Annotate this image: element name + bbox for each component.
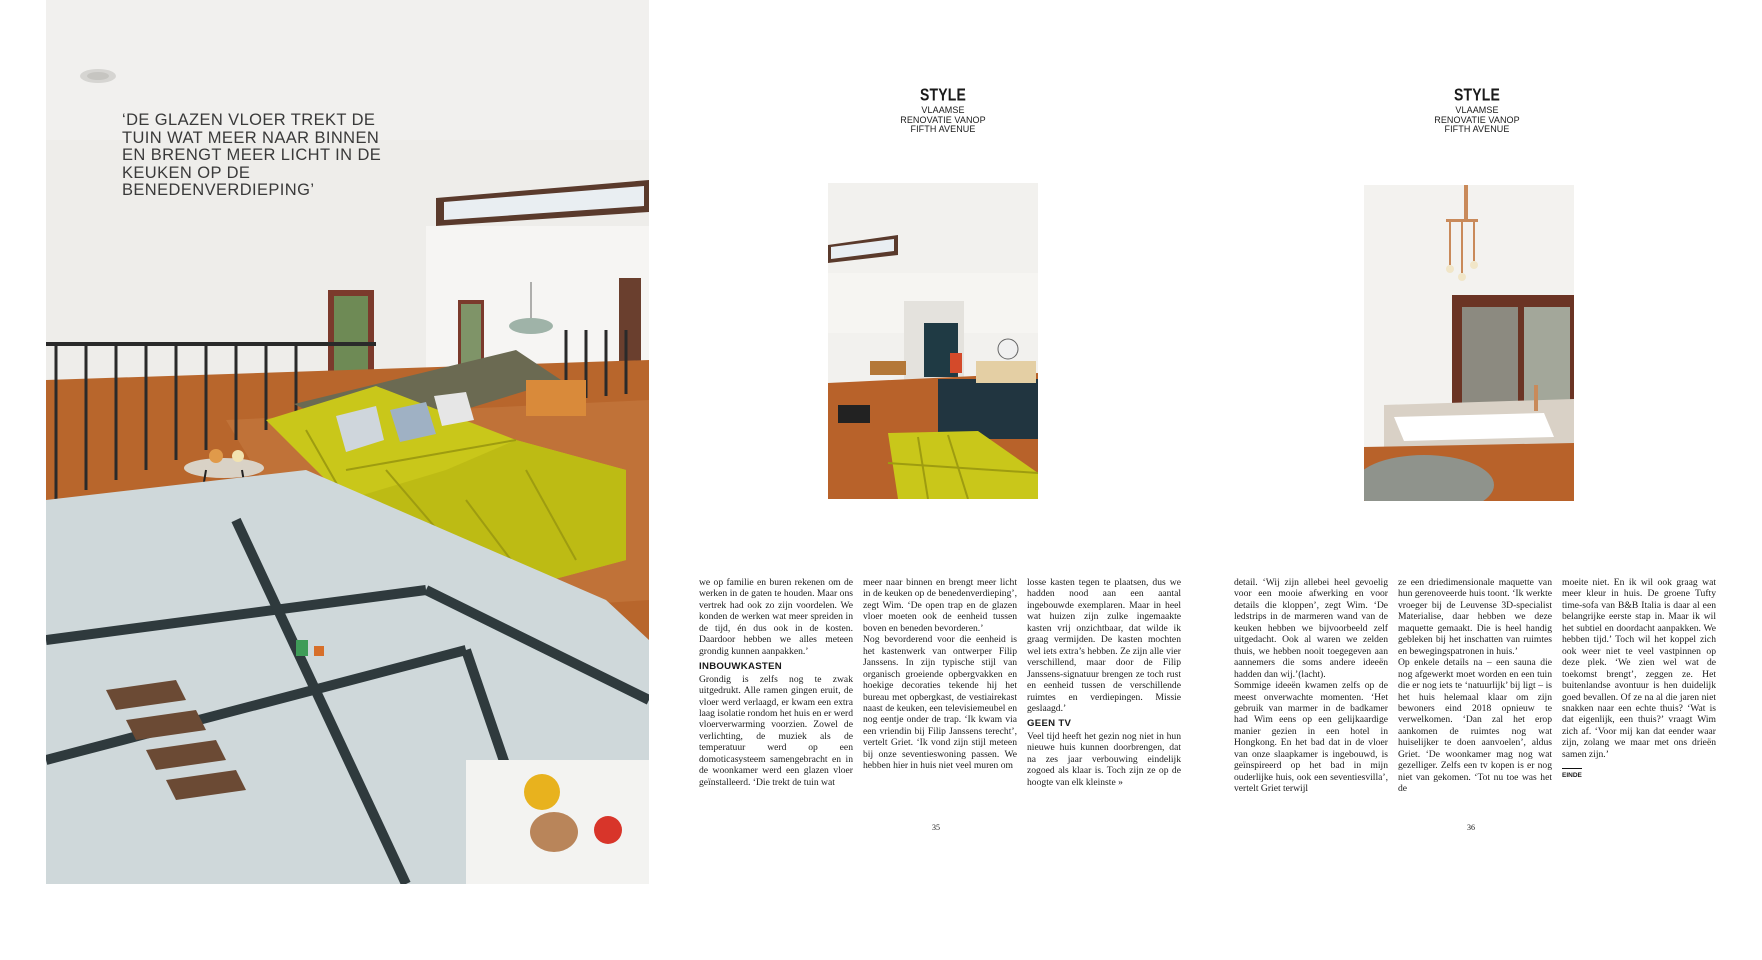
article-subtitle: VLAAMSE RENOVATIE VANOP FIFTH AVENUE: [1434, 105, 1520, 134]
p36-column-1: [1234, 577, 1388, 795]
body-paragraph: Veel tijd heeft het gezin nog niet in hun nieuwe huis kunnen doorbrengen, dat na zes jaar verbouwing eindelijk zogoed als klaar is. Toch zijn ze op de hoogte van elk kleinste »: [1027, 730, 1181, 788]
body-paragraph: meer naar binnen en brengt meer licht in de keuken op de benedenverdieping’, zegt Wim. ‘De open trap en de glazen vloer moeten ook de eenheid tussen boven en beneden bevorderen.’: [863, 577, 1017, 634]
page-number: 35: [932, 823, 940, 832]
p35-column-1: [699, 577, 853, 788]
p35-column-3: [1027, 577, 1181, 788]
body-paragraph: Nog bevorderend voor die eenheid is het kastenwerk van ontwerper Filip Janssens. In zijn typische stijl van organisch groeiende opbergvakken en hoekige decoraties tekende hij het bureau met opbergkast, de vestiairekast naast de keuken, een televisiemeubel en nog eentje onder de trap. ‘Ik kwam via een vriendin bij Filip Janssens terecht’, vertelt Griet. ‘Ik vond zijn stijl meteen bij onze seventieswoning passen. We hebben hier in huis niet veel muren om: [863, 634, 1017, 772]
end-marker: EINDE: [1562, 768, 1582, 781]
kitchen-photo: [828, 183, 1038, 499]
body-paragraph: losse kasten tegen te plaatsen, dus we hadden nood aan een aantal ingebouwde exemplaren. Maar in heel wat huizen zijn zulke ingemaakte kasten vrij onzichtbaar, dat wilde ik graag vermijden. De kasten mochten wel iets extra’s hebben. Ze zijn alle vier verschillend, maar door de Filip Janssens-signatuur brengen ze toch rust en eenheid tussen de verschillende ruimtes en verdiepingen. Missie geslaagd.’: [1027, 577, 1181, 714]
article-subtitle: VLAAMSE RENOVATIE VANOP FIFTH AVENUE: [900, 105, 986, 134]
page-35-header: [873, 86, 1013, 135]
body-paragraph: we op familie en buren rekenen om de werken in de gaten te houden. Maar ons vertrek had ook zo zijn voordelen. We konden de werken wat meer spreiden in de tijd, én dus ook in de kosten. Daardoor hebben we alles meteen grondig kunnen aanpakken.’: [699, 577, 853, 657]
bathroom-photo: [1364, 185, 1574, 501]
p35-column-2: [863, 577, 1017, 772]
subheading: GEEN TV: [1027, 718, 1072, 730]
body-paragraph: ze een driedimensionale maquette van hun gerenoveerde huis toont. ‘Ik werkte vroeger bij de Leuvense 3D-specialist Materialise, daar hebben we deze maquette gemaakt. Die is heel handig gebleken bij het inschatten van ruimtes en bewegingspatronen in huis.’: [1398, 577, 1552, 657]
section-label: STYLE: [1453, 84, 1501, 104]
subheading: INBOUWKASTEN: [699, 661, 783, 673]
page-number: 36: [1467, 823, 1475, 832]
body-paragraph: Op enkele details na – een sauna die nog afgewerkt moet worden en een tuin die er nog iets te ‘natuurlijk’ bij ligt – is het huis helemaal klaar om zijn bewoners eind 2018 opnieuw te verwelkomen. ‘Dan zal het erop aankomen de ruimtes nog wat huiselijker te doen aanvoelen’, aldus Griet. ‘De woonkamer mag nog wat gezelliger. Zelfs een tv kopen is er nog niet van gekomen. ‘Tot nu toe was het de: [1398, 657, 1552, 795]
living-room-photo: [46, 0, 649, 884]
body-paragraph: Sommige ideeën kwamen zelfs op de meest onverwachte momenten. ‘Het gebruik van marmer in de badkamer had Wim eens op een gelijkaardige manier gezien in een hotel in Hongkong. En het bad dat in de vloer van onze slaapkamer is ingebouwd, is geïnspireerd op het bad in mijn ouderlijke huis, ook een seventiesvilla’, vertelt Griet terwijl: [1234, 680, 1388, 795]
body-paragraph: detail. ‘Wij zijn allebei heel gevoelig voor een mooie afwerking en voor details die kloppen’, zegt Wim. ‘De ledstrips in de marmeren wand van de keuken hebben we bijvoorbeeld zelf uitgedacht. Ook al waren we zelden thuis, we hebben nooit toegegeven aan aannemers die soms andere ideeën hadden dan wij.’(lacht).: [1234, 577, 1388, 680]
pull-quote: ‘DE GLAZEN VLOER TREKT DE TUIN WAT MEER NAAR BINNEN EN BRENGT MEER LICHT IN DE KEUKEN OP DE BENEDENVERDIEPING’: [122, 111, 382, 199]
page-36-header: [1407, 86, 1547, 135]
p36-column-3: [1562, 577, 1716, 782]
body-paragraph: moeite niet. En ik wil ook graag wat meer kleur in huis. De groene Tufty time-sofa van B&B Italia is daar al een belangrijke eerste stap in. Maar ik wil het subtiel en doordacht aanpakken. We hebben tijd.’ Toch wil het koppel zich ook weer niet te veel vastpinnen op deze plek. ‘We zien wel wat de toekomst brengt’, zeggen ze. Het buitenlandse avontuur is hen duidelijk goed bevallen. Of ze na al die jaren niet snakken naar een echte thuis? ‘Wat is dat eigenlijk, een thuis?’ vraagt Wim zich af. ‘Voor mij kan dat eender waar zijn, zolang we maar met ons drieën samen zijn.’: [1562, 577, 1716, 760]
body-paragraph: Grondig is zelfs nog te zwak uitgedrukt. Alle ramen gingen eruit, de vloer werd verlaagd, er kwam een extra laag isolatie rondom het huis en er werd vloerverwarming voorzien. Zowel de verlichting, de muziek als de temperatuur werd op een domoticasysteem samengebracht en in de woonkamer werd een glazen vloer geïnstalleerd. ‘Die trekt de tuin wat: [699, 673, 853, 788]
p36-column-2: [1398, 577, 1552, 795]
section-label: STYLE: [919, 84, 967, 104]
